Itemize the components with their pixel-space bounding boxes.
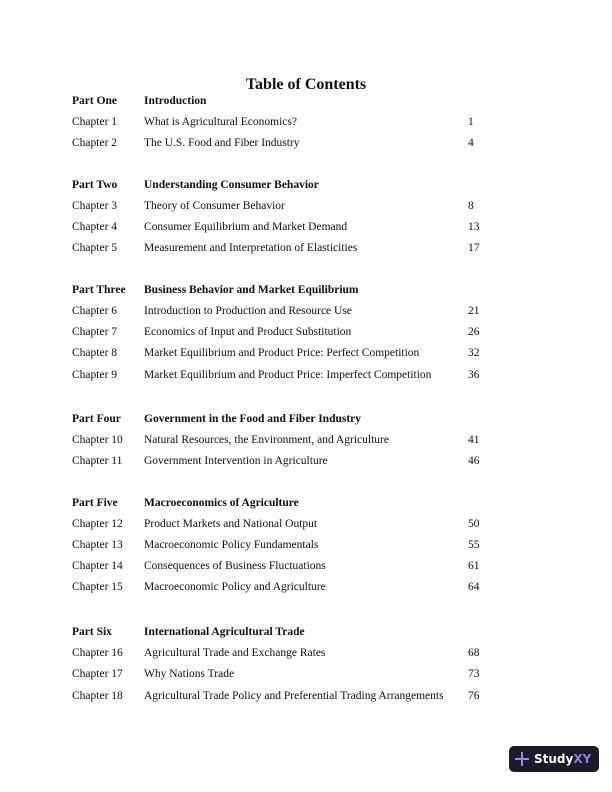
chapter-title: Consumer Equilibrium and Market Demand [144,221,348,233]
chapter-title: Market Equilibrium and Product Price: Perfect Competition [144,347,420,359]
chapter-label: Chapter 2 [72,137,118,149]
page-number: 1 [468,116,474,128]
chapter-label: Chapter 6 [72,305,118,317]
chapter-title: What is Agricultural Economics? [144,116,297,128]
chapter-title: Natural Resources, the Environment, and Agriculture [144,434,389,446]
page-number: 8 [468,200,474,212]
part-title: Macroeconomics of Agriculture [144,497,299,509]
page-number: 36 [468,369,480,381]
chapter-title: Macroeconomic Policy and Agriculture [144,581,326,593]
chapter-label: Chapter 3 [72,200,118,212]
page-number: 55 [468,539,480,551]
brand-study: Study [534,752,574,766]
page-number: 4 [468,137,474,149]
toc-row[interactable] [0,453,612,469]
chapter-title: Macroeconomic Policy Fundamentals [144,539,319,551]
chapter-label: Chapter 14 [72,560,123,572]
part-heading [0,93,612,109]
part-label: Part Three [72,284,126,296]
chapter-title: Government Intervention in Agriculture [144,455,328,467]
part-label: Part One [72,95,118,107]
page-number: 68 [468,647,480,659]
chapter-title: Market Equilibrium and Product Price: Imperfect Competition [144,369,432,381]
toc-row[interactable] [0,219,612,235]
part-title: Introduction [144,95,207,107]
toc-row[interactable] [0,558,612,574]
part-label: Part Five [72,497,118,509]
page-number: 61 [468,560,480,572]
brand-xy: XY [573,752,592,766]
toc-row[interactable] [0,135,612,151]
part-label: Part Six [72,626,112,638]
toc-row[interactable] [0,688,612,704]
chapter-label: Chapter 12 [72,518,123,530]
page-number: 32 [468,347,480,359]
toc-row[interactable] [0,645,612,661]
chapter-title: Economics of Input and Product Substitution [144,326,352,338]
page-number: 46 [468,455,480,467]
chapter-title: Why Nations Trade [144,668,235,680]
toc-row[interactable] [0,240,612,256]
chapter-title: Measurement and Interpretation of Elasticities [144,242,358,254]
chapter-label: Chapter 1 [72,116,118,128]
part-label: Part Four [72,413,121,425]
chapter-label: Chapter 18 [72,690,123,702]
page-title-text: Table of Contents [245,76,367,93]
part-heading [0,624,612,640]
plus-icon [515,752,529,766]
chapter-label: Chapter 13 [72,539,123,551]
page-number: 41 [468,434,480,446]
page-number: 64 [468,581,480,593]
toc-row[interactable] [0,537,612,553]
studyxy-badge[interactable] [509,746,599,772]
chapter-label: Chapter 4 [72,221,118,233]
page-number: 73 [468,668,480,680]
toc-row[interactable] [0,579,612,595]
toc-row[interactable] [0,198,612,214]
part-heading [0,282,612,298]
chapter-title: Agricultural Trade and Exchange Rates [144,647,326,659]
toc-row[interactable] [0,303,612,319]
chapter-label: Chapter 11 [72,455,123,467]
chapter-title: Introduction to Production and Resource Use [144,305,352,317]
page-number: 21 [468,305,480,317]
page-number: 17 [468,242,480,254]
part-heading [0,495,612,511]
toc-row[interactable] [0,666,612,682]
part-label: Part Two [72,179,118,191]
part-heading [0,411,612,427]
chapter-label: Chapter 9 [72,369,118,381]
chapter-label: Chapter 17 [72,668,123,680]
toc-row[interactable] [0,324,612,340]
part-title: International Agricultural Trade [144,626,305,638]
page-title [0,76,612,94]
part-heading [0,177,612,193]
chapter-label: Chapter 15 [72,581,123,593]
toc-row[interactable] [0,516,612,532]
chapter-label: Chapter 16 [72,647,123,659]
page-number: 26 [468,326,480,338]
chapter-title: Agricultural Trade Policy and Preferential Trading Arrangements [144,690,444,702]
chapter-title: Theory of Consumer Behavior [144,200,285,212]
chapter-title: Consequences of Business Fluctuations [144,560,326,572]
part-title: Government in the Food and Fiber Industry [144,413,362,425]
part-title: Understanding Consumer Behavior [144,179,319,191]
chapter-title: Product Markets and National Output [144,518,318,530]
page-number: 76 [468,690,480,702]
chapter-title: The U.S. Food and Fiber Industry [144,137,300,149]
toc-row[interactable] [0,367,612,383]
chapter-label: Chapter 7 [72,326,118,338]
toc-row[interactable] [0,345,612,361]
page-number: 13 [468,221,480,233]
toc-row[interactable] [0,114,612,130]
chapter-label: Chapter 10 [72,434,123,446]
page-number: 50 [468,518,480,530]
part-title: Business Behavior and Market Equilibrium [144,284,359,296]
toc-row[interactable] [0,432,612,448]
chapter-label: Chapter 5 [72,242,118,254]
chapter-label: Chapter 8 [72,347,118,359]
